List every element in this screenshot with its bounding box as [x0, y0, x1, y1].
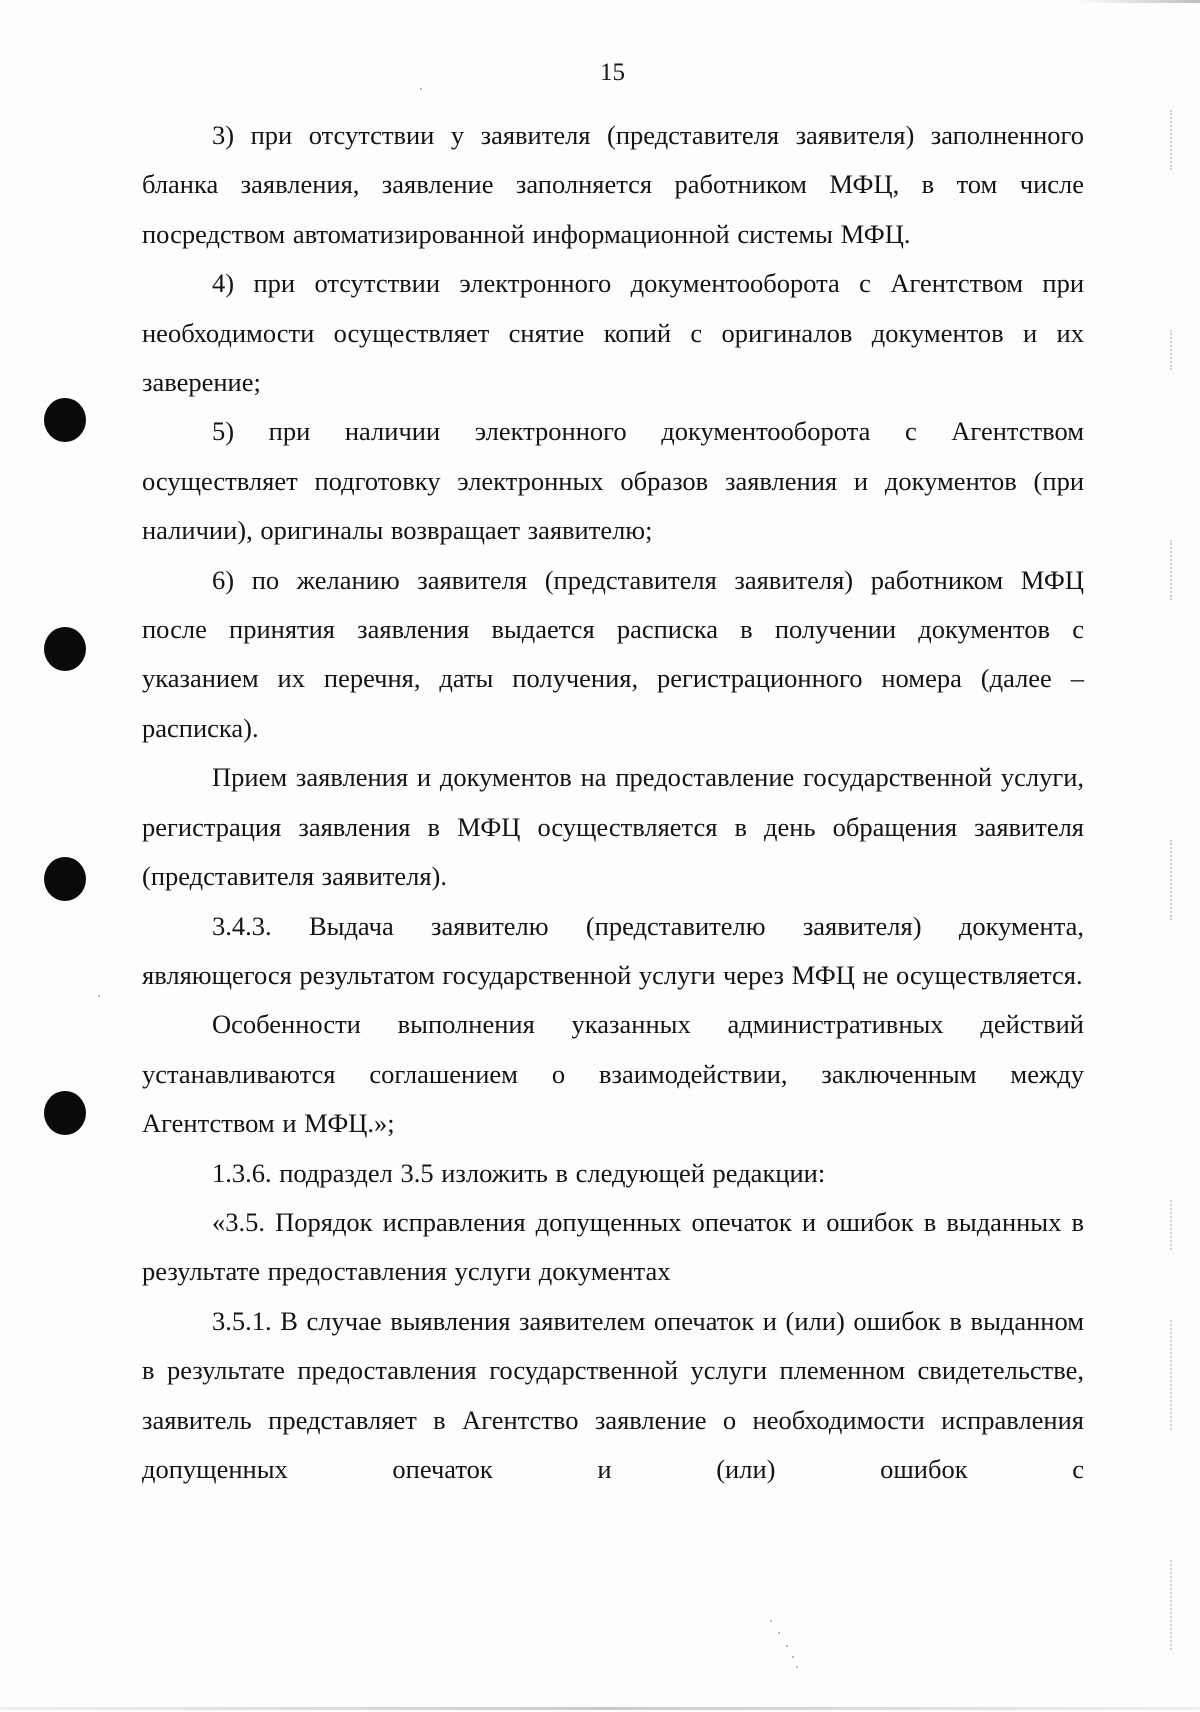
paragraph-item-3: 3) при отсутствии у заявителя (представителя заявителя) заполненного бланка заявления, заявление заполняется работником МФЦ, в том числе посредством автоматизированной информационной системы МФЦ.: [142, 120, 1084, 249]
paragraph-3-5-1: 3.5.1. В случае выявления заявителем опечаток и (или) ошибок в выданном в результате предоставления государственной услуги племенном свидетельстве, заявитель представляет в Агентство заявление о необходимости исправления допущенных опечаток и (или) ошибок с: [142, 1305, 1084, 1484]
scan-speck: [792, 1656, 794, 1658]
scan-speck: [796, 1666, 798, 1668]
scan-edge-top: [1080, 0, 1200, 3]
punch-hole: [44, 398, 86, 442]
scan-artifact-dots: [1170, 1320, 1174, 1430]
punch-hole: [44, 1091, 86, 1135]
paragraph-item-4: 4) при отсутствии электронного документооборота с Агентством при необходимости осуществляет снятие копий с оригиналов документов и их заверение;: [142, 268, 1084, 398]
paragraph-1-3-6: 1.3.6. подраздел 3.5 изложить в следующей редакции:: [212, 1157, 826, 1188]
scan-artifact-dots: [1170, 540, 1174, 600]
scan-artifact-dots: [1170, 1200, 1174, 1250]
scan-speck: [778, 1632, 780, 1634]
paragraph-item-6: 6) по желанию заявителя (представителя заявителя) работником МФЦ после принятия заявления выдается расписка в получении документов с указанием их перечня, даты получения, регистрационного номера (далее – расписка).: [142, 564, 1084, 743]
scan-artifact-dots: [1170, 110, 1174, 170]
paragraph-reception: Прием заявления и документов на предоставление государственной услуги, регистрация заявления в МФЦ осуществляется в день обращения заявителя (представителя заявителя).: [142, 762, 1084, 892]
punch-hole: [44, 627, 86, 671]
section-heading-3-5: «3.5. Порядок исправления допущенных опечаток и ошибок в выданных в результате предоставления услуги документах: [142, 1206, 1084, 1287]
scan-artifact-dots: [1170, 330, 1174, 370]
punch-hole: [44, 857, 86, 901]
paragraph-item-5: 5) при наличии электронного документооборота с Агентством осуществляет подготовку электронных образов заявления и документов (при наличии), оригиналы возвращает заявителю;: [142, 416, 1084, 546]
document-body: [142, 111, 1084, 1494]
scan-speck: [786, 1645, 788, 1647]
scan-speck: [98, 995, 100, 997]
paragraph-3-4-3: 3.4.3. Выдача заявителю (представителю заявителя) документа, являющегося результатом государственной услуги через МФЦ не осуществляется.: [142, 910, 1084, 990]
scan-artifact-dots: [1170, 840, 1174, 920]
scan-speck: [770, 1620, 772, 1622]
scan-artifact-dots: [1170, 1560, 1174, 1650]
scan-edge-bottom: [0, 1707, 1200, 1710]
scan-speck: [420, 88, 422, 90]
paragraph-features: Особенности выполнения указанных административных действий устанавливаются соглашением о взаимодействии, заключенным между Агентством и МФЦ.»;: [142, 1009, 1084, 1139]
page-number: 15: [600, 59, 625, 86]
